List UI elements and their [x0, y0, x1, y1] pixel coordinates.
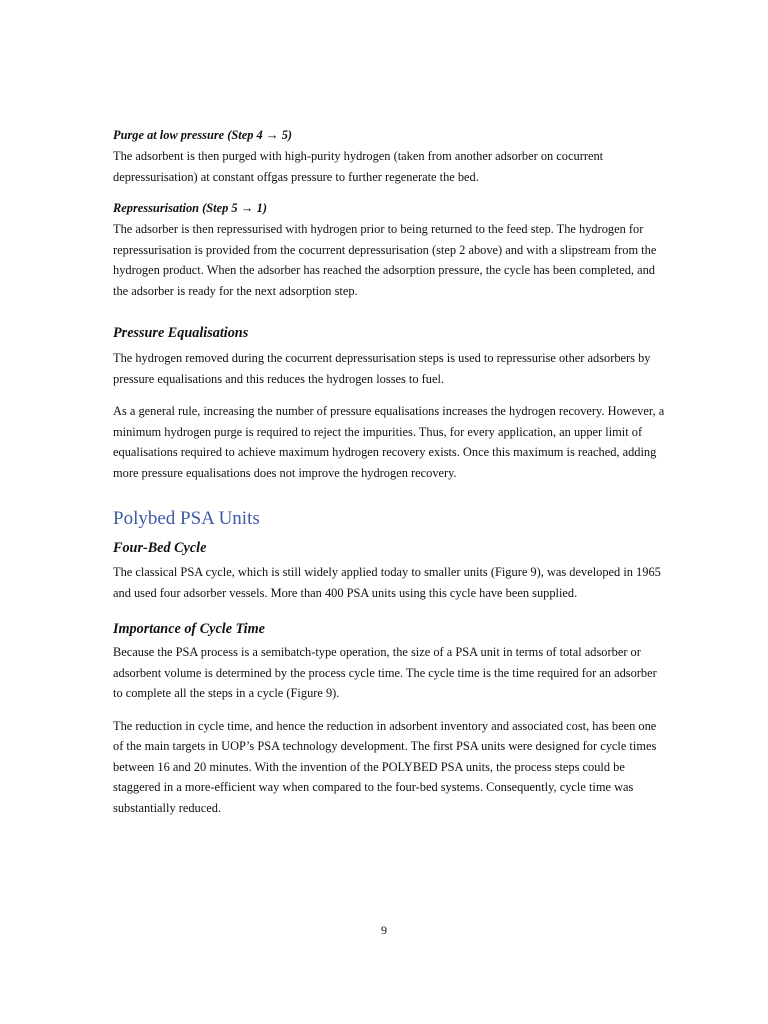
importance-of-cycle-time-heading: Importance of Cycle Time — [113, 621, 265, 637]
purge-heading — [113, 126, 665, 144]
document-page — [113, 126, 665, 818]
purge-body: The adsorbent is then purged with high-purity hydrogen (taken from another adsorber on cocurrent depressurisation) at constant offgas pressure to further regenerate the bed. — [113, 149, 604, 184]
right-arrow-icon: → — [265, 127, 279, 142]
purge-heading-prefix: Purge at low pressure (Step 4 — [113, 128, 263, 142]
repressurisation-heading — [113, 199, 665, 217]
right-arrow-icon: → — [240, 200, 254, 215]
repressurisation-heading-suffix: 1) — [256, 201, 267, 215]
cycle-time-paragraph-2: The reduction in cycle time, and hence the reduction in adsorbent inventory and associated cost, has been one of the main targets in UOP’s PSA technology development. The first PSA units were designed for cycle times between 16 and 20 minutes. With the invention of the POLYBED PSA units, the process steps could be staggered in a more-efficient way when compared to the four-bed systems. Consequently, cycle time was substantially reduced. — [113, 718, 657, 815]
equalisations-paragraph-1: The hydrogen removed during the cocurrent depressurisation steps is used to repressurise other adsorbers by pressure equalisations and this reduces the hydrogen losses to fuel. — [113, 351, 651, 386]
equalisations-paragraph-2: As a general rule, increasing the number of pressure equalisations increases the hydrogen recovery. However, a minimum hydrogen purge is required to reject the impurities. Thus, for every application, an upper limit of equalisations required to achieve maximum hydrogen recovery exists. Once this maximum is reached, adding more pressure equalisations does not improve the hydrogen recovery. — [113, 404, 665, 480]
page-number: 9 — [381, 923, 387, 937]
cycle-time-paragraph-1: Because the PSA process is a semibatch-type operation, the size of a PSA unit in terms of total adsorber or adsorbent volume is determined by the process cycle time. The cycle time is the time required for an adsorber to complete all the steps in a cycle (Figure 9). — [113, 645, 657, 700]
repressurisation-heading-prefix: Repressurisation (Step 5 — [113, 201, 238, 215]
repressurisation-body: The adsorber is then repressurised with hydrogen prior to being returned to the feed step. The hydrogen for repressurisation is provided from the cocurrent depressurisation (step 2 above) and with a slipstream from the hydrogen product. When the adsorber has reached the adsorption pressure, the cycle has been completed, and the adsorber is ready for the next adsorption step. — [113, 222, 657, 298]
pressure-equalisations-heading: Pressure Equalisations — [113, 325, 249, 341]
purge-heading-suffix: 5) — [281, 128, 293, 142]
four-bed-cycle-body: The classical PSA cycle, which is still widely applied today to smaller units (Figure 9), was developed in 1965 and used four adsorber vessels. More than 400 PSA units using this cycle have been supplied. — [113, 565, 661, 600]
four-bed-cycle-heading: Four-Bed Cycle — [113, 540, 207, 556]
polybed-psa-units-heading: Polybed PSA Units — [113, 508, 260, 529]
